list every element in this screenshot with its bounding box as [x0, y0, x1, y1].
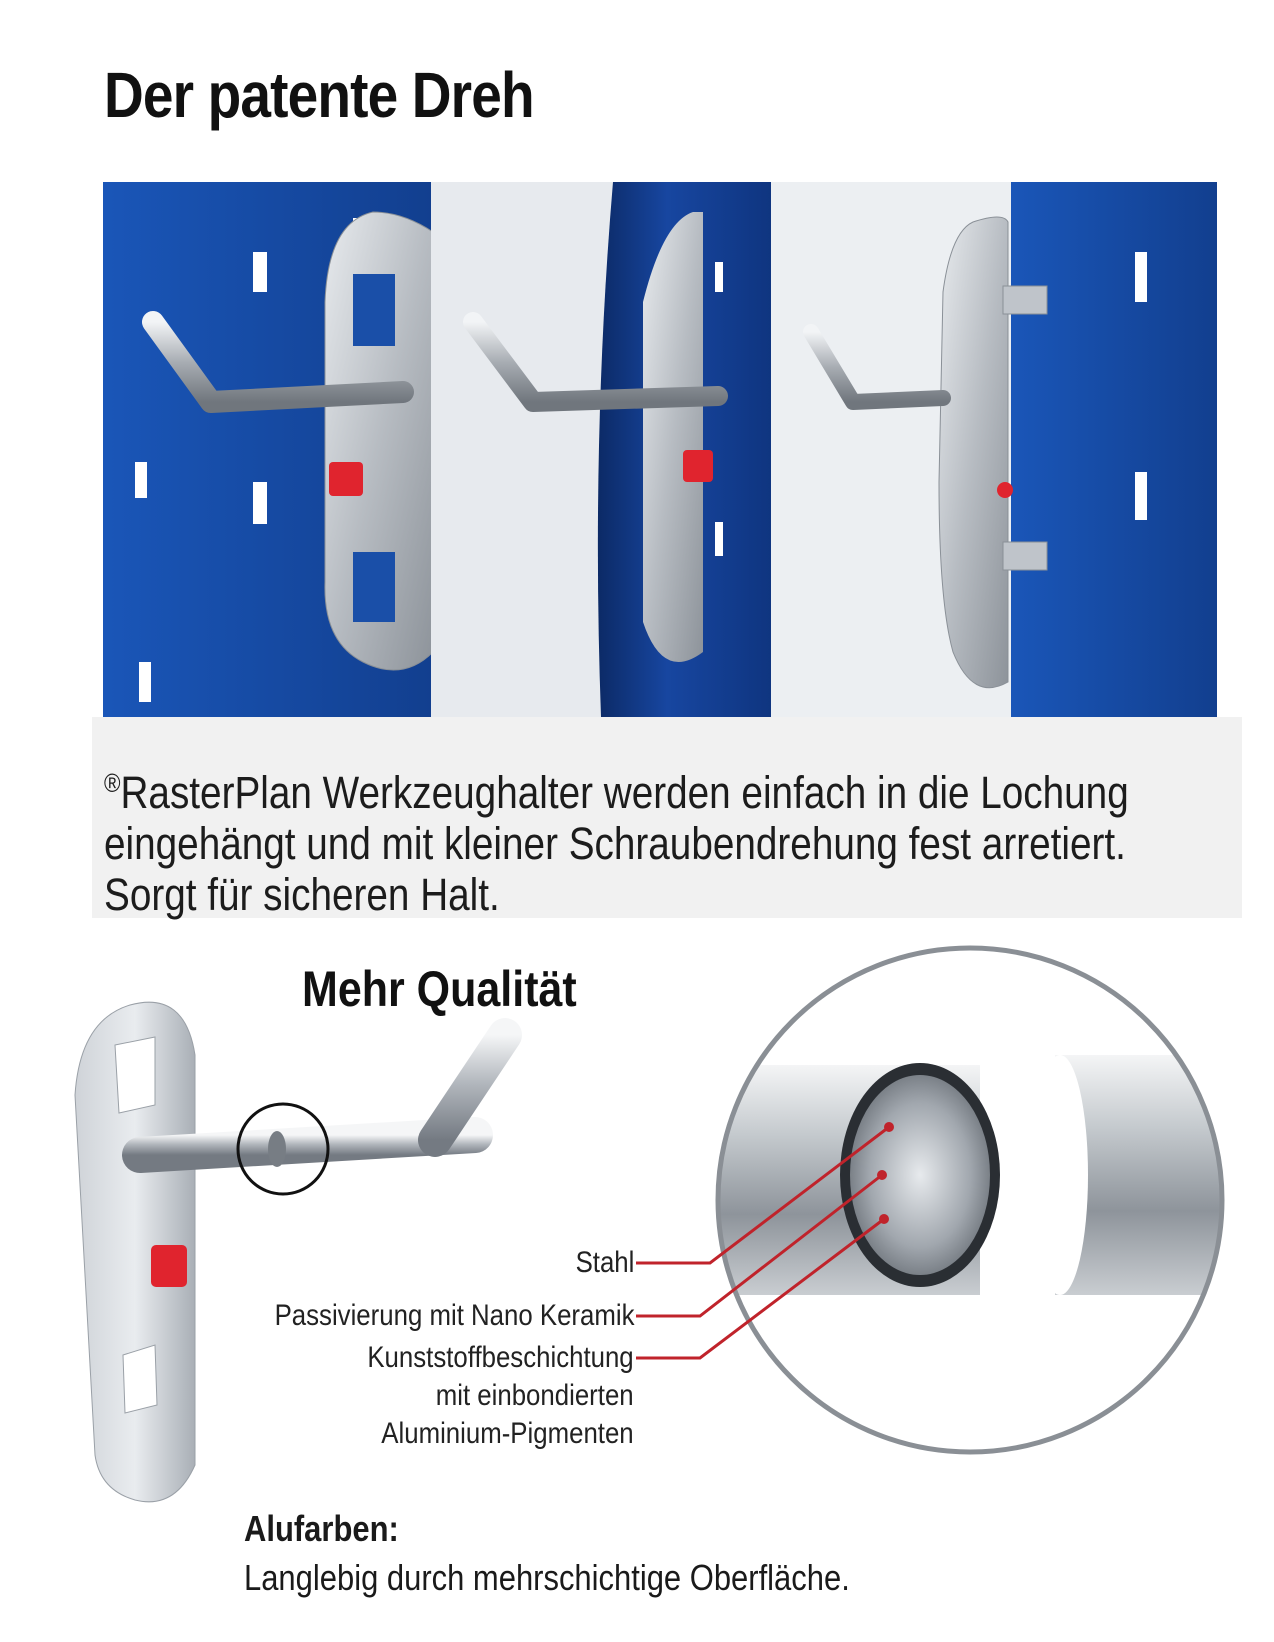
- description-line-1: ®RasterPlan Werkzeughalter werden einfach in die Lochung: [104, 767, 1129, 818]
- description-line-2: eingehängt und mit kleiner Schraubendrehung fest arretiert.: [104, 818, 1126, 869]
- description-text: [104, 758, 1129, 920]
- footer-title: Alufarben:: [244, 1508, 399, 1549]
- mounting-steps-illustration: [103, 182, 1217, 717]
- tube-cross-section-illustration: [700, 930, 1240, 1470]
- footer-text: Langlebig durch mehrschichtige Oberfläche.: [244, 1557, 850, 1598]
- label-stahl: Stahl: [575, 1246, 634, 1279]
- step-2-hook-rotating: [431, 182, 771, 717]
- page-title: Der patente Dreh: [104, 59, 534, 131]
- quality-title: Mehr Qualität: [302, 961, 577, 1017]
- step-3-hook-locked: [771, 182, 1217, 717]
- label-kunststoffbeschichtung: Kunststoffbeschichtung mit einbondierten Aluminium-Pigmenten: [367, 1341, 634, 1450]
- description-line-3: Sorgt für sicheren Halt.: [104, 869, 500, 920]
- label-passivierung: Passivierung mit Nano Keramik: [274, 1299, 634, 1332]
- step-1-hook-inserted: [103, 182, 433, 717]
- registered-mark: ®: [104, 768, 121, 798]
